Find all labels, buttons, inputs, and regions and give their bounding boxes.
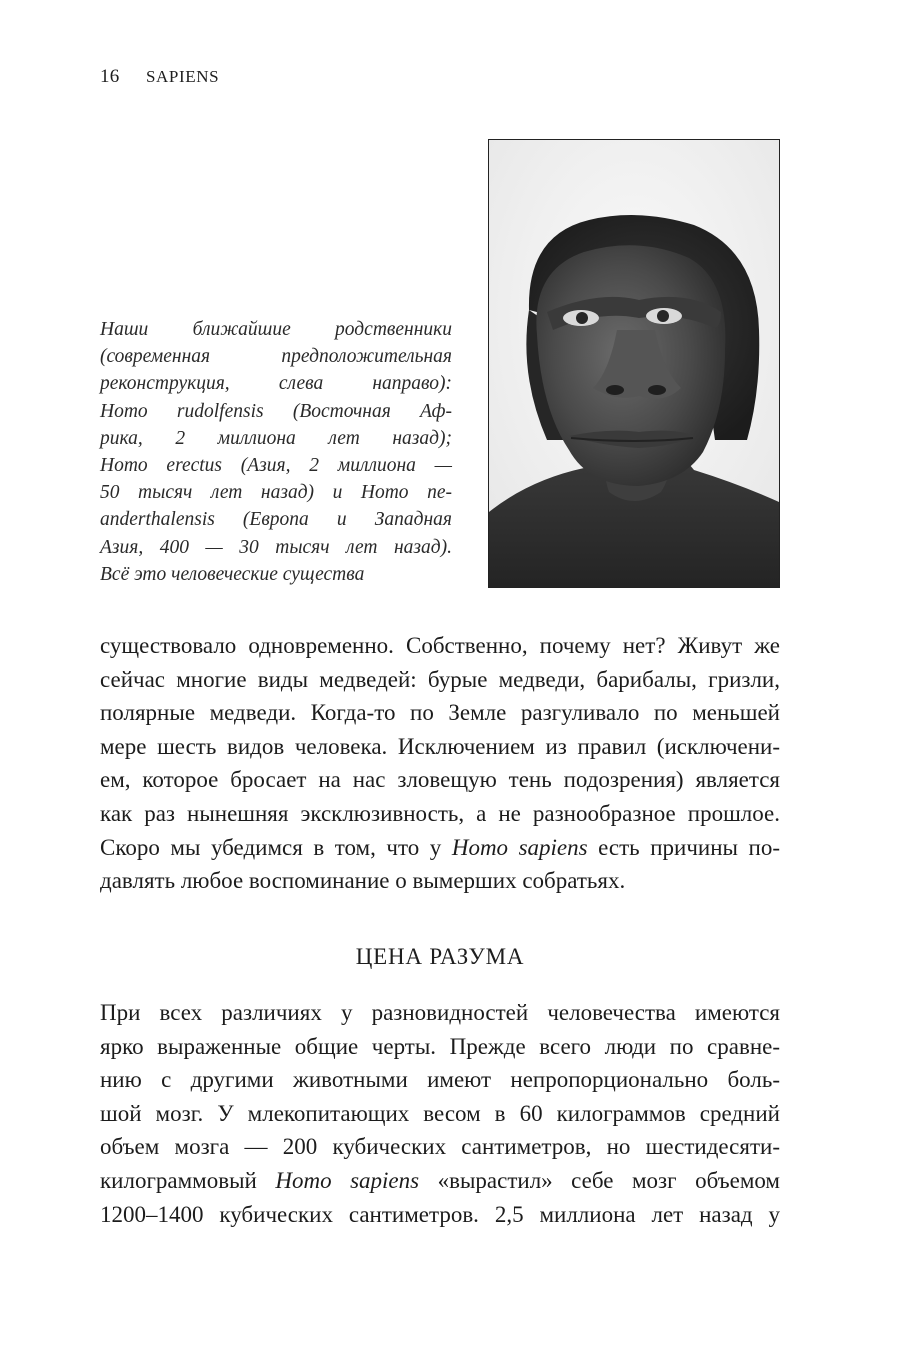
homo-erectus-portrait-image — [489, 140, 779, 587]
text-segment: «вырастил» себе мозг объемом — [419, 1167, 780, 1193]
text-line: сейчас многие виды медведей: бурые медведи, барибалы, гризли, — [100, 666, 780, 692]
text-line: ярко выраженные общие черты. Прежде всего люди по сравне- — [100, 1033, 780, 1059]
caption-line: anderthalensis (Европа и Западная — [100, 509, 452, 531]
text-line: 1200–1400 кубических сантиметров. 2,5 миллиона лет назад у — [100, 1201, 780, 1227]
caption-line: (современная предположительная — [100, 346, 452, 368]
running-head — [100, 66, 219, 88]
caption-line: реконструкция, слева направо): — [100, 373, 452, 395]
caption-line: Всё это человеческие существа — [100, 563, 365, 585]
caption-line: Homo rudolfensis (Восточная Аф- — [100, 400, 452, 422]
species-name-italic: Homo sapiens — [275, 1167, 420, 1193]
caption-line: Homo erectus (Азия, 2 миллиона — — [100, 455, 452, 477]
text-line: При всех различиях у разновидностей человечества имеются — [100, 1000, 780, 1025]
text-line: существовало одновременно. Собственно, почему нет? Живут же — [100, 633, 780, 658]
reconstruction-photo — [488, 139, 780, 588]
text-line — [100, 1164, 780, 1198]
species-name-italic: Homo sapiens — [451, 834, 588, 860]
text-line: шой мозг. У млекопитающих весом в 60 килограммов средний — [100, 1100, 780, 1126]
caption-line: Наши ближайшие родственники — [100, 319, 452, 340]
text-line: нию с другими животными имеют непропорционально боль- — [100, 1067, 780, 1093]
caption-line: 50 тысяч лет назад) и Homo ne- — [100, 482, 452, 504]
section-heading: ЦЕНА РАЗУМА — [355, 944, 525, 969]
caption-line: Азия, 400 — 30 тысяч лет назад). — [100, 536, 452, 558]
text-line: как раз нынешняя эксклюзивность, а не разнообразное прошлое. — [100, 800, 780, 826]
text-line: давлять любое воспоминание о вымерших собратьях. — [100, 868, 626, 894]
text-line: ем, которое бросает на нас зловещую тень подозрения) является — [100, 767, 780, 793]
figure-caption — [100, 316, 452, 588]
text-line: объем мозга — 200 кубических сантиметров, но шестидесяти- — [100, 1134, 780, 1160]
text-line — [100, 831, 780, 865]
text-line: мере шесть видов человека. Исключением из правил (исключени- — [100, 733, 780, 759]
text-line: полярные медведи. Когда-то по Земле разгуливало по меньшей — [100, 700, 780, 726]
caption-line: рика, 2 миллиона лет назад); — [100, 427, 452, 449]
page-number: 16 — [100, 66, 120, 87]
paragraph-2 — [100, 996, 780, 1231]
book-title: SAPIENS — [146, 67, 220, 86]
text-segment: килограммовый — [100, 1167, 276, 1193]
paragraph-1 — [100, 629, 780, 898]
text-segment: есть причины по- — [587, 834, 780, 860]
text-segment: Скоро мы убедимся в том, что у — [100, 834, 452, 860]
